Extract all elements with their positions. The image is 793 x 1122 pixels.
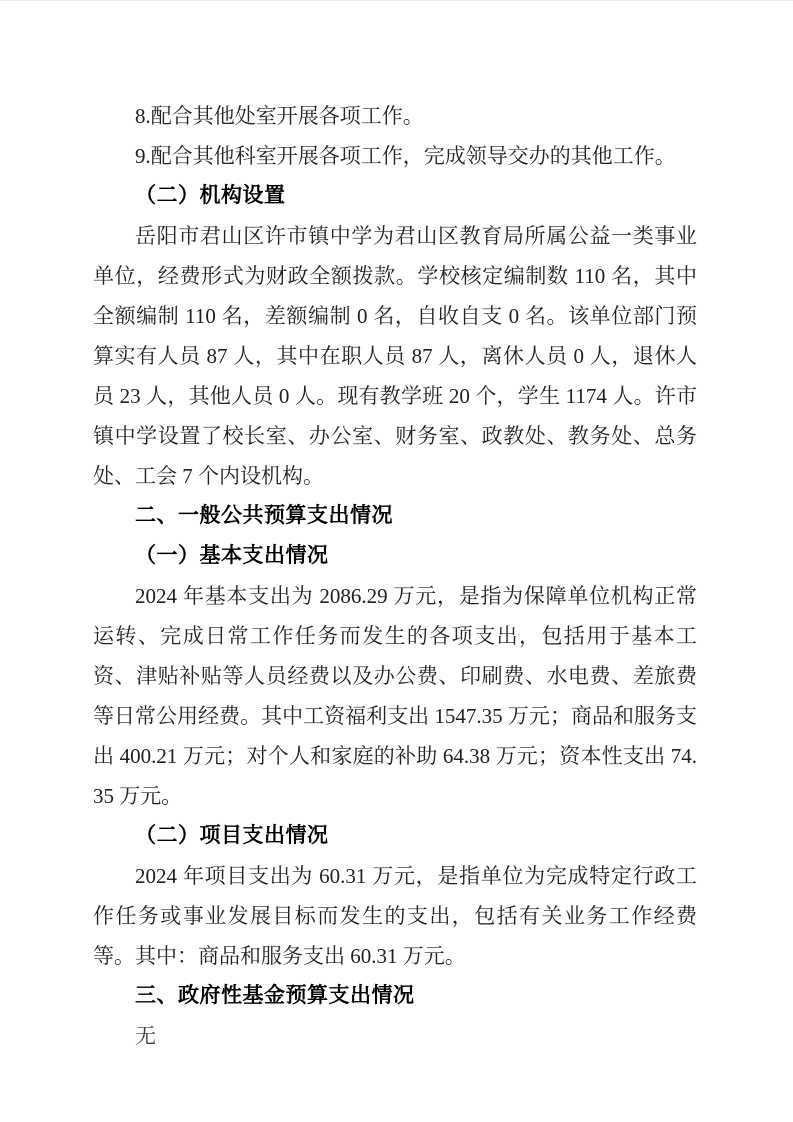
heading-government-fund-budget-expenditure: 三、政府性基金预算支出情况 (135, 984, 415, 1007)
paragraph-project-expenditure: 2024 年项目支出为 60.31 万元，是指单位为完成特定行政工作任务或事业发展目标而发生的支出，包括有关业务工作经费等。其中：商品和服务支出 60.31 万元。 (93, 864, 697, 968)
list-item-duty-8: 8.配合其他处室开展各项工作。 (135, 104, 424, 128)
heading-basic-expenditure: （一）基本支出情况 (135, 544, 329, 567)
heading-project-expenditure: （二）项目支出情况 (135, 824, 329, 847)
heading-general-public-budget-expenditure: 二、一般公共预算支出情况 (135, 504, 393, 527)
list-item-duty-9: 9.配合其他科室开展各项工作，完成领导交办的其他工作。 (135, 144, 676, 168)
paragraph-organization-setup: 岳阳市君山区许市镇中学为君山区教育局所属公益一类事业单位，经费形式为财政全额拨款。学校核定编制数 110 名，其中全额编制 110 名，差额编制 0 名，自收自支 0 名。该单位部门预算实有人员 87 人，其中在职人员 87 人，离休人员 0 人，退休人员 23 人，其他人员 0 人。现有教学班 20 个，学生 1174 人。许市镇中学设置了校长室、办公室、财务室、政教处、教务处、总务处、工会 7 个内设机构。 (93, 224, 697, 488)
heading-organization-setup: （二）机构设置 (135, 184, 286, 207)
paragraph-basic-expenditure: 2024 年基本支出为 2086.29 万元，是指为保障单位机构正常运转、完成日常工作任务而发生的各项支出，包括用于基本工资、津贴补贴等人员经费以及办公费、印刷费、水电费、差旅费等日常公用经费。其中工资福利支出 1547.35 万元；商品和服务支出 400.21 万元；对个人和家庭的补助 64.38 万元；资本性支出 74.35 万元。 (93, 584, 697, 808)
paragraph-government-fund-none: 无 (135, 1024, 156, 1048)
